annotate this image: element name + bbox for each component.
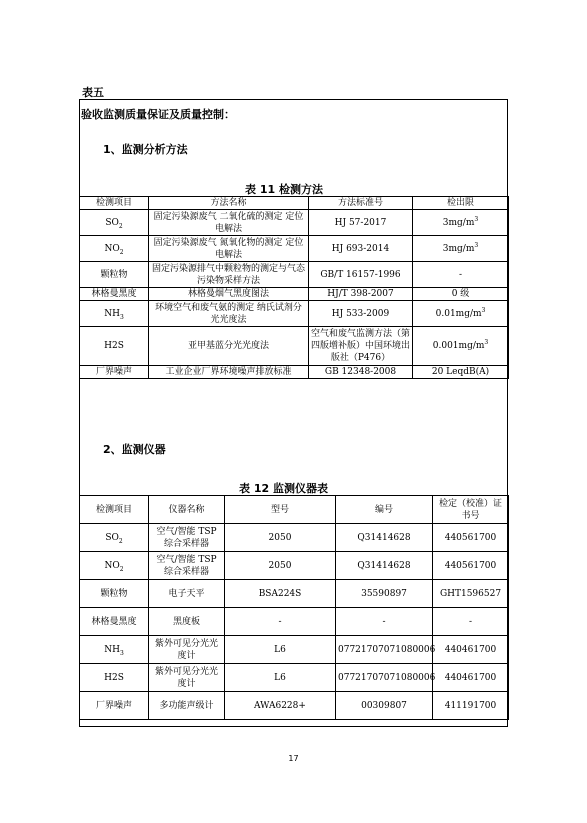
table-12-row [80, 608, 509, 636]
table-11-header-row [80, 197, 509, 210]
table-11-item-cell: 林格曼黑度 [80, 288, 149, 301]
table-12-instrument-cell: 多功能声级计 [149, 692, 225, 720]
table-11-item-cell: $SO_2$ [80, 210, 149, 236]
table-12-header-cell: 型号 [225, 496, 336, 524]
table-12-cert-cell: - [433, 608, 509, 636]
table-12-item-cell: 林格曼黑度 [80, 608, 149, 636]
table-label: 表五 [82, 86, 104, 99]
table-12-instrument-cell: 空气/智能 TSP 综合采样器 [149, 552, 225, 580]
table-11-limit-cell: $3mg/m^3$ [413, 236, 509, 262]
intro-heading: 验收监测质量保证及质量控制： [81, 108, 235, 121]
table-11-body [80, 210, 509, 379]
table-12-number-cell: 00309807 [336, 692, 433, 720]
table-12-number-cell: 35590897 [336, 580, 433, 608]
table-11-row [80, 366, 509, 379]
table-12-model-cell: 2050 [225, 552, 336, 580]
table-11-limit-cell: 20 LeqdB(A) [413, 366, 509, 379]
table-12-item-cell: $NH_3$ [80, 636, 149, 664]
table-11-limit-cell: $0.001mg/m^3$ [413, 327, 509, 366]
table-11-item-cell: $NH_3$ [80, 301, 149, 327]
table-11-header-cell: 方法标准号 [309, 197, 413, 210]
table-11-item-cell: H2S [80, 327, 149, 366]
table-12-cert-cell: GHT1596527 [433, 580, 509, 608]
table-11-row [80, 210, 509, 236]
table-12-number-cell: Q31414628 [336, 552, 433, 580]
table-12-cert-cell: 440561700 [433, 552, 509, 580]
table-11-row [80, 327, 509, 366]
page-number: 17 [288, 754, 299, 763]
table-11-row [80, 236, 509, 262]
table-12-item-cell: 颗粒物 [80, 580, 149, 608]
table-12-item-cell: 厂界噪声 [80, 692, 149, 720]
table-11-method-cell: 林格曼烟气黑度图法 [149, 288, 309, 301]
table-11-limit-cell: $0.01mg/m^3$ [413, 301, 509, 327]
table-12-cert-cell: 440461700 [433, 664, 509, 692]
table-12-model-cell: L6 [225, 636, 336, 664]
table-12-caption: 表 12 监测仪器表 [239, 482, 328, 495]
table-11-method-cell: 固定污染源排气中颗粒物的测定与气态污染物采样方法 [149, 262, 309, 288]
table-11-standard-cell: GB/T 16157-1996 [309, 262, 413, 288]
table-11-standard-cell: HJ/T 398-2007 [309, 288, 413, 301]
table-12-number-cell: - [336, 608, 433, 636]
table-11-standard-cell: 空气和废气监测方法（第四版增补版）中国环境出版社（P476） [309, 327, 413, 366]
table-12-instrument-cell: 紫外可见分光光度计 [149, 636, 225, 664]
table-12-header-cell: 检定（校准）证书号 [433, 496, 509, 524]
table-11-caption: 表 11 检测方法 [245, 183, 323, 196]
table-11-header-cell: 检测项目 [80, 197, 149, 210]
table-12-row [80, 664, 509, 692]
table-12-number-cell: 07721707071080006 [336, 636, 433, 664]
table-12-item-cell: H2S [80, 664, 149, 692]
table-11-limit-cell: - [413, 262, 509, 288]
table-11-standard-cell: GB 12348-2008 [309, 366, 413, 379]
table-12-model-cell: - [225, 608, 336, 636]
table-12-row [80, 524, 509, 552]
table-11-item-cell: 厂界噪声 [80, 366, 149, 379]
table-11-row [80, 301, 509, 327]
table-12-instrument-cell: 空气/智能 TSP 综合采样器 [149, 524, 225, 552]
table-11-item-cell: 颗粒物 [80, 262, 149, 288]
table-12-item-cell: $SO_2$ [80, 524, 149, 552]
table-12-item-cell: $NO_2$ [80, 552, 149, 580]
table-12-cert-cell: 440561700 [433, 524, 509, 552]
table-11-method-cell: 工业企业厂界环境噪声排放标准 [149, 366, 309, 379]
section-1-title: 1、监测分析方法 [103, 143, 188, 156]
table-12-instrument-cell: 紫外可见分光光度计 [149, 664, 225, 692]
table-12 [79, 495, 509, 720]
table-12-body [80, 524, 509, 720]
table-11-header-cell: 方法名称 [149, 197, 309, 210]
table-12-number-cell: 07721707071080006 [336, 664, 433, 692]
table-11-header-cell: 检出限 [413, 197, 509, 210]
table-12-model-cell: L6 [225, 664, 336, 692]
table-12-model-cell: 2050 [225, 524, 336, 552]
table-11-standard-cell: HJ 57-2017 [309, 210, 413, 236]
table-11-method-cell: 固定污染源废气 二氧化硫的测定 定位电解法 [149, 210, 309, 236]
table-12-row [80, 636, 509, 664]
table-11-standard-cell: HJ 533-2009 [309, 301, 413, 327]
table-12-model-cell: BSA224S [225, 580, 336, 608]
table-12-instrument-cell: 黑度板 [149, 608, 225, 636]
table-11-standard-cell: HJ 693-2014 [309, 236, 413, 262]
table-11-method-cell: 固定污染源废气 氮氧化物的测定 定位电解法 [149, 236, 309, 262]
table-11 [79, 196, 509, 379]
table-12-model-cell: AWA6228+ [225, 692, 336, 720]
table-11-row [80, 262, 509, 288]
table-11-row [80, 288, 509, 301]
table-12-cert-cell: 411191700 [433, 692, 509, 720]
table-11-item-cell: $NO_2$ [80, 236, 149, 262]
table-12-header-row [80, 496, 509, 524]
table-12-row [80, 580, 509, 608]
table-12-instrument-cell: 电子天平 [149, 580, 225, 608]
section-2-title: 2、监测仪器 [103, 443, 166, 456]
table-11-method-cell: 亚甲基蓝分光光度法 [149, 327, 309, 366]
table-12-cert-cell: 440461700 [433, 636, 509, 664]
table-11-limit-cell: 0 级 [413, 288, 509, 301]
table-12-number-cell: Q31414628 [336, 524, 433, 552]
table-11-limit-cell: $3mg/m^3$ [413, 210, 509, 236]
table-12-header-cell: 仪器名称 [149, 496, 225, 524]
table-12-header-cell: 检测项目 [80, 496, 149, 524]
table-11-method-cell: 环境空气和废气氨的测定 纳氏试剂分光光度法 [149, 301, 309, 327]
table-12-row [80, 692, 509, 720]
table-12-row [80, 552, 509, 580]
table-12-header-cell: 编号 [336, 496, 433, 524]
